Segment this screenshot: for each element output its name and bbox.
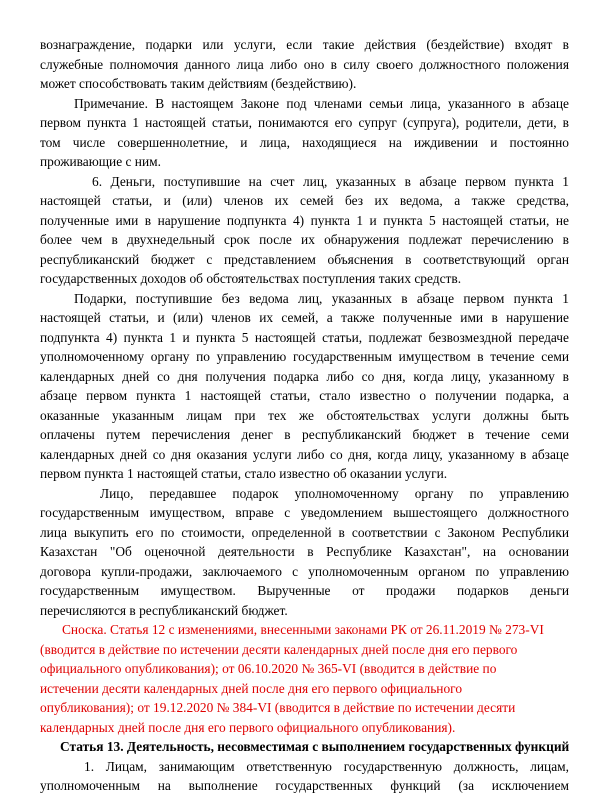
text-line: полученные ими в нарушение подпункта 4) пункта 1 и пункта 5 настоящей статьи, не: [40, 213, 569, 228]
text-line: Казахстан "Об оценочной деятельности в Республике Казахстан", на основании: [40, 544, 569, 559]
text-line: первом пункта 1 настоящей статьи, стало известно об оказании услуги.: [40, 466, 448, 481]
text-line: более чем в двухнедельный срок после их обнаружения подлежат перечислению в: [40, 232, 569, 247]
text-line: проживающие с ним.: [40, 154, 161, 169]
text-line: государственным имуществом, вправе с уведомлением вышестоящего должностного: [40, 505, 569, 520]
footnote-line: истечении десяти календарных дней после дня его первого официального: [40, 681, 463, 696]
text-line: оказанные указанным лицам при тех же обстоятельствах услуги должны быть: [40, 408, 569, 423]
article-13-paragraph-start: 1. Лицам, занимающим ответственную государственную должность, лицам,: [84, 759, 569, 774]
text-line: оплачены путем перечисления денег в республиканский бюджет в течение семи: [40, 427, 569, 442]
gifts-paragraph-start: Подарки, поступившие без ведома лиц, указанных в абзаце первом пункта 1: [74, 291, 569, 306]
text-line: первом пункта 1 настоящей статьи, понимаются его супруг (супруга), родители, дети, в: [40, 115, 569, 130]
text-line: уполномоченному органу по управлению государственным имуществом в течение семи: [40, 349, 569, 364]
text-line: абзаце первом пункта 1 настоящей статьи, стало известно о получении подарка, а: [40, 388, 569, 403]
text-line: республиканский бюджет с представлением объяснения в соответствующий орган: [40, 252, 569, 267]
footnote-line: опубликования); от 19.12.2020 № 384-VI (вводится в действие по истечении десяти: [40, 700, 516, 715]
text-line: может способствовать таким действиям (бездействию).: [40, 76, 357, 91]
text-line: государственных доходов об обстоятельствах поступления таких средств.: [40, 271, 462, 286]
text-line: вознаграждение, подарки или услуги, если такие действия (бездействие) входят в: [40, 37, 569, 52]
note-paragraph-start: Примечание. В настоящем Законе под членами семьи лица, указанного в абзаце: [74, 96, 569, 111]
text-line: государственным имуществом. Вырученные от продажи подарков деньги: [40, 583, 569, 598]
text-line: настоящей статьи, и (или) членов их семей без их ведома, а также средства,: [40, 193, 569, 208]
footnote-line: официального опубликования); от 06.10.2020 № 365-VI (вводится в действие по: [40, 661, 497, 676]
text-line: уполномоченным на выполнение государственных функций (за исключением: [40, 778, 569, 793]
text-line: лица выкупить его по стоимости, определенной в соответствии с Законом Республики: [40, 525, 569, 540]
text-line: том числе совершеннолетние, и лица, находящиеся на иждивении и постоянно: [40, 135, 569, 150]
article-13-heading: Статья 13. Деятельность, несовместимая с выполнением государственных функций: [60, 739, 569, 754]
footnote-line: Сноска. Статья 12 с изменениями, внесенными законами РК от 26.11.2019 № 273-VI: [62, 622, 544, 637]
item-6-paragraph-start: 6. Деньги, поступившие на счет лиц, указанных в абзаце первом пункта 1: [92, 174, 569, 189]
text-line: договора купли-продажи, заключаемого с уполномоченным органом по управлению: [40, 564, 569, 579]
text-line: подпункта 4) пункта 1 и пункта 5 настоящей статьи, подлежат безвозмездной передаче: [40, 330, 569, 345]
footnote-line: календарных дней после дня его первого официального опубликования).: [40, 720, 456, 735]
buyout-paragraph-start: Лицо, передавшее подарок уполномоченному органу по управлению: [100, 486, 569, 501]
text-line: настоящей статьи, и (или) членов их семей, а также полученные ими в нарушение: [40, 310, 569, 325]
text-line: служебные полномочия данного лица либо оно в силу своего должностного положения: [40, 57, 569, 72]
footnote-line: (вводится в действие по истечении десяти календарных дней после дня его первого: [40, 642, 518, 657]
text-line: календарных дней со дня оказания услуги либо со дня, когда лицу, указанному в абзаце: [40, 447, 569, 462]
text-line: календарных дней со дня получения подарка либо со дня, когда лицу, указанному в: [40, 369, 569, 384]
text-line: перечисляются в республиканский бюджет.: [40, 603, 288, 618]
